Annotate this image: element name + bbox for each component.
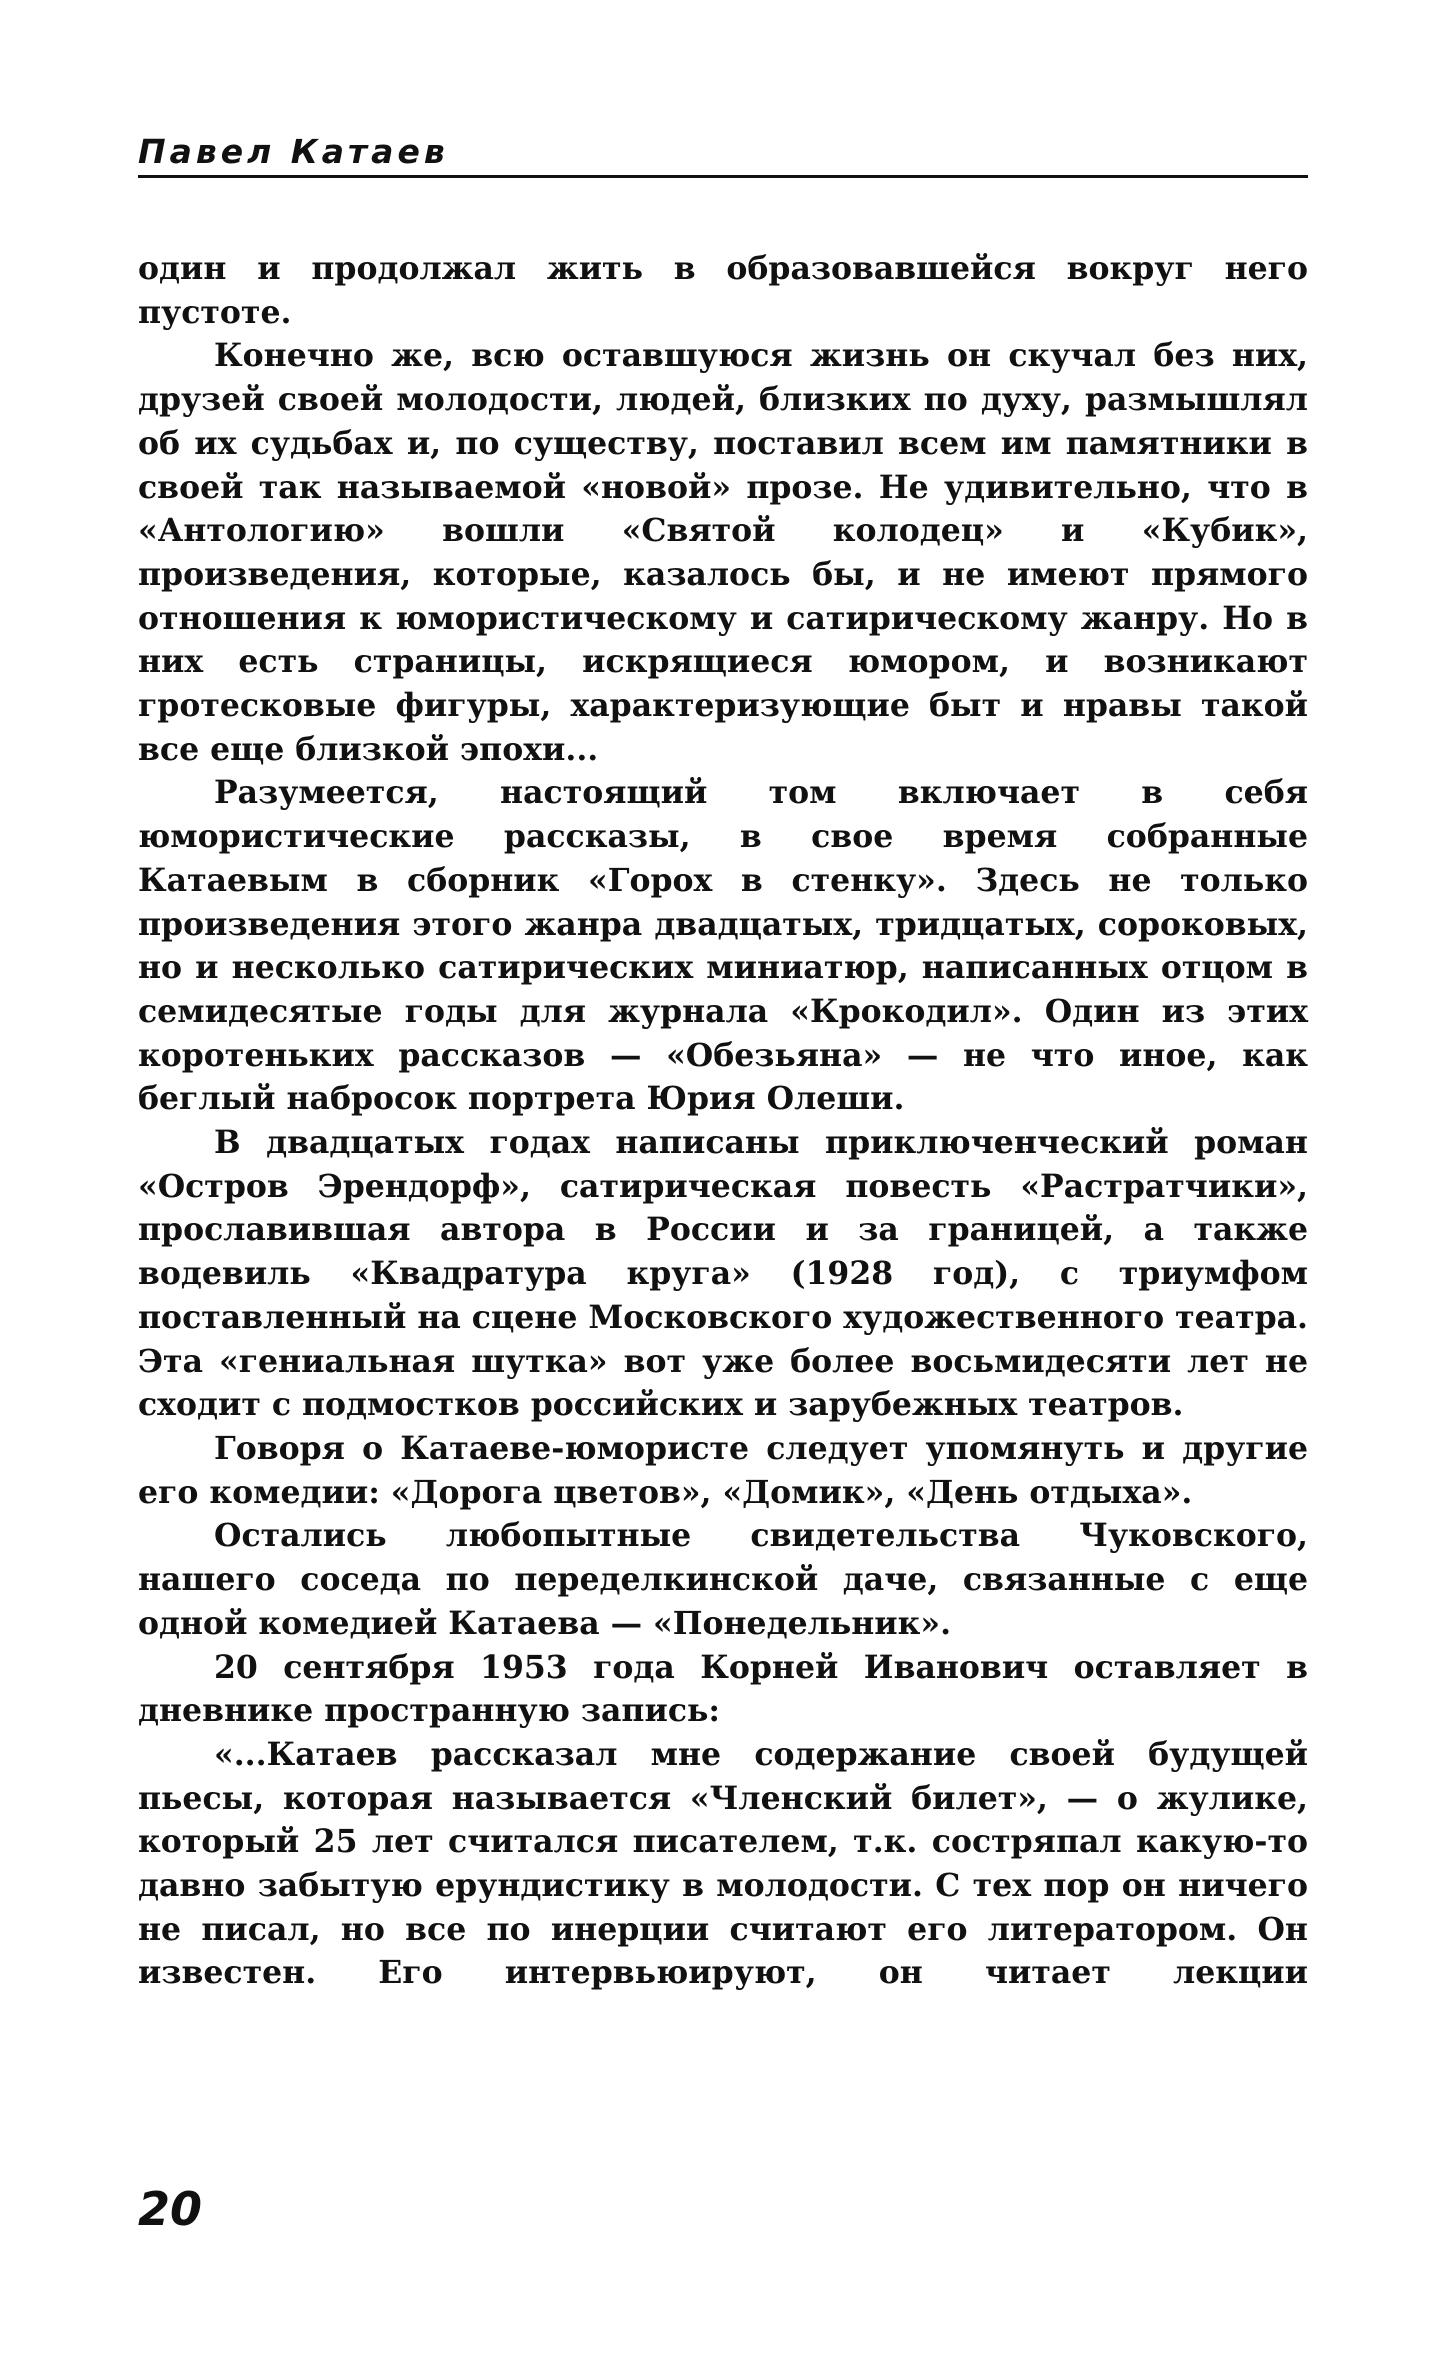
running-title: Павел Катаев	[138, 132, 449, 171]
header-rule	[138, 175, 1308, 178]
paragraph: В двадцатых годах написаны приключенческий роман «Остров Эрендорф», сатирическая повесть «Растратчики», прославившая автора в России и за границей, а также водевиль «Квадратура круга» (1928 год), с триумфом поставленный на сцене Московского художественного театра. Эта «гениальная шутка» вот уже более восьмидесяти лет не сходит с подмостков российских и зарубежных театров.	[138, 1124, 1308, 1424]
paragraph: Конечно же, всю оставшуюся жизнь он скучал без них, друзей своей молодости, людей, близких по духу, размышлял об их судьбах и, по существу, поставил всем им памятники в своей так называемой «новой» прозе. Не удивительно, что в «Антологию» вошли «Святой колодец» и «Кубик», произведения, которые, казалось бы, и не имеют прямого отношения к юмористическому и сатирическому жанру. Но в них есть страницы, искрящиеся юмором, и возникают гротесковые фигуры, характеризующие быт и нравы такой все еще близкой эпохи...	[138, 337, 1308, 768]
paragraph: Остались любопытные свидетельства Чуковского, нашего соседа по переделкинской даче, связанные с еще одной комедией Катаева — «Понедельник».	[138, 1517, 1308, 1642]
paragraph-continued: один и продолжал жить в образовавшейся вокруг него пустоте.	[138, 250, 1308, 331]
page-number: 20	[138, 2182, 203, 2236]
body-text	[138, 247, 1308, 1995]
paragraph: Говоря о Катаеве-юмористе следует упомянуть и другие его комедии: «Дорога цветов», «Домик», «День отдыха».	[138, 1429, 1308, 1511]
paragraph: 20 сентября 1953 года Корней Иванович оставляет в дневнике пространную запись:	[138, 1648, 1308, 1730]
paragraph: Разумеется, настоящий том включает в себя юмористические рассказы, в свое время собранные Катаевым в сборник «Горох в стенку». Здесь не только произведения этого жанра двадцатых, тридцатых, сороковых, но и несколько сатирических миниатюр, написанных отцом в семидесятые годы для журнала «Крокодил». Один из этих коротеньких рассказов — «Обезьяна» — не что иное, как беглый набросок портрета Юрия Олеши.	[138, 774, 1308, 1118]
paragraph-quote: «...Катаев рассказал мне содержание своей будущей пьесы, которая называется «Членский билет», — о жулике, который 25 лет считался писателем, т.к. состряпал какую-то давно забытую ерундистику в молодости. С тех пор он ничего не писал, но все по инерции считают его литератором. Он известен. Его интервьюируют, он читает лекции	[138, 1735, 1308, 1992]
